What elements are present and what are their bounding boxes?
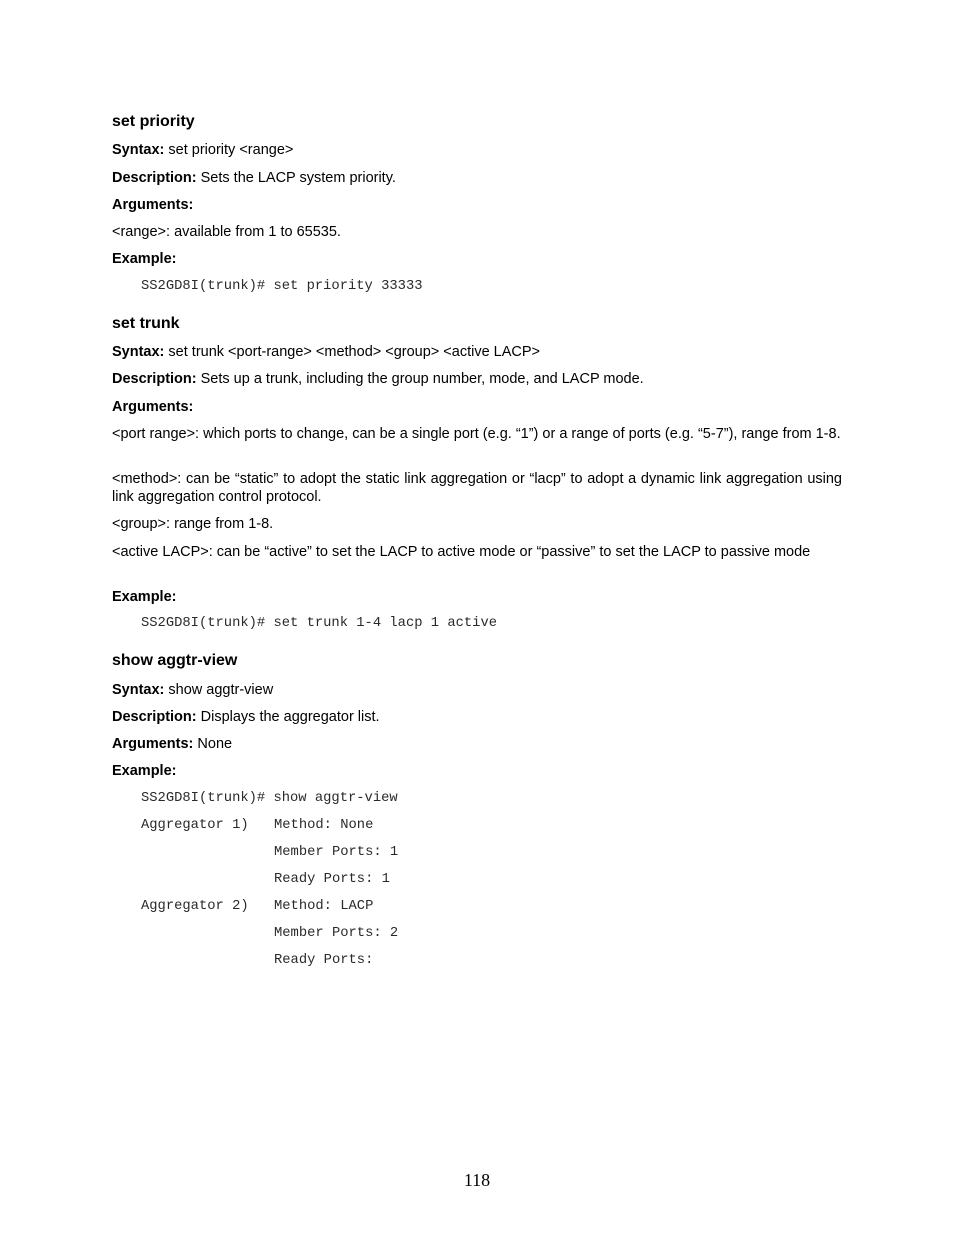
example-label: Example:	[112, 251, 177, 267]
argument-range: <range>: available from 1 to 65535.	[112, 224, 341, 240]
output-row-right: Method: None	[274, 818, 374, 833]
arguments-line	[112, 735, 842, 753]
example-label: Example:	[112, 589, 177, 605]
description-label: Description:	[112, 170, 197, 186]
section-title-set-priority: set priority	[112, 113, 195, 130]
description-label: Description:	[112, 709, 197, 725]
argument-active-lacp: <active LACP>: can be “active” to set the LACP to active mode or “passive” to set the LACP to passive mode	[112, 544, 811, 560]
argument-method: <method>: can be “static” to adopt the static link aggregation or “lacp” to adopt a dynamic link aggregation using link aggregation control protocol.	[112, 471, 842, 505]
output-row-right: Member Ports: 1	[274, 845, 399, 860]
syntax-text: show aggtr-view	[168, 682, 274, 698]
example-code: SS2GD8I(trunk)# show aggtr-view	[141, 791, 398, 806]
description-label: Description:	[112, 371, 197, 387]
arguments-label: Arguments:	[112, 399, 194, 415]
syntax-label: Syntax:	[112, 344, 165, 360]
output-row-left: Aggregator 2)	[141, 899, 249, 914]
description-line	[112, 708, 842, 726]
section-title-set-trunk: set trunk	[112, 315, 180, 332]
argument-group: <group>: range from 1-8.	[112, 516, 274, 532]
description-text: Displays the aggregator list.	[200, 709, 380, 725]
example-code: SS2GD8I(trunk)# set trunk 1-4 lacp 1 active	[141, 616, 498, 631]
syntax-text: set priority <range>	[168, 142, 294, 158]
description-line	[112, 169, 842, 187]
section-title-show-aggtr-view: show aggtr-view	[112, 652, 238, 669]
page-number: 118	[463, 1170, 491, 1190]
output-row-right: Method: LACP	[274, 899, 374, 914]
output-row-right: Ready Ports:	[274, 953, 374, 968]
syntax-line	[112, 141, 842, 159]
description-text: Sets up a trunk, including the group number, mode, and LACP mode.	[200, 371, 644, 387]
description-line	[112, 370, 842, 388]
syntax-line	[112, 343, 842, 361]
output-row-right: Ready Ports: 1	[274, 872, 390, 887]
description-text: Sets the LACP system priority.	[200, 170, 396, 186]
syntax-text: set trunk <port-range> <method> <group> <active LACP>	[168, 344, 541, 360]
syntax-label: Syntax:	[112, 142, 165, 158]
arguments-label: Arguments:	[112, 197, 194, 213]
syntax-label: Syntax:	[112, 682, 165, 698]
arguments-text: None	[197, 736, 233, 752]
arguments-label: Arguments:	[112, 736, 194, 752]
argument-port-range: <port range>: which ports to change, can be a single port (e.g. “1”) or a range of ports (e.g. “5-7”), range from 1-8.	[112, 426, 841, 442]
example-code: SS2GD8I(trunk)# set priority 33333	[141, 279, 423, 294]
syntax-line	[112, 681, 842, 699]
example-label: Example:	[112, 763, 177, 779]
output-row-right: Member Ports: 2	[274, 926, 399, 941]
output-row-left: Aggregator 1)	[141, 818, 249, 833]
